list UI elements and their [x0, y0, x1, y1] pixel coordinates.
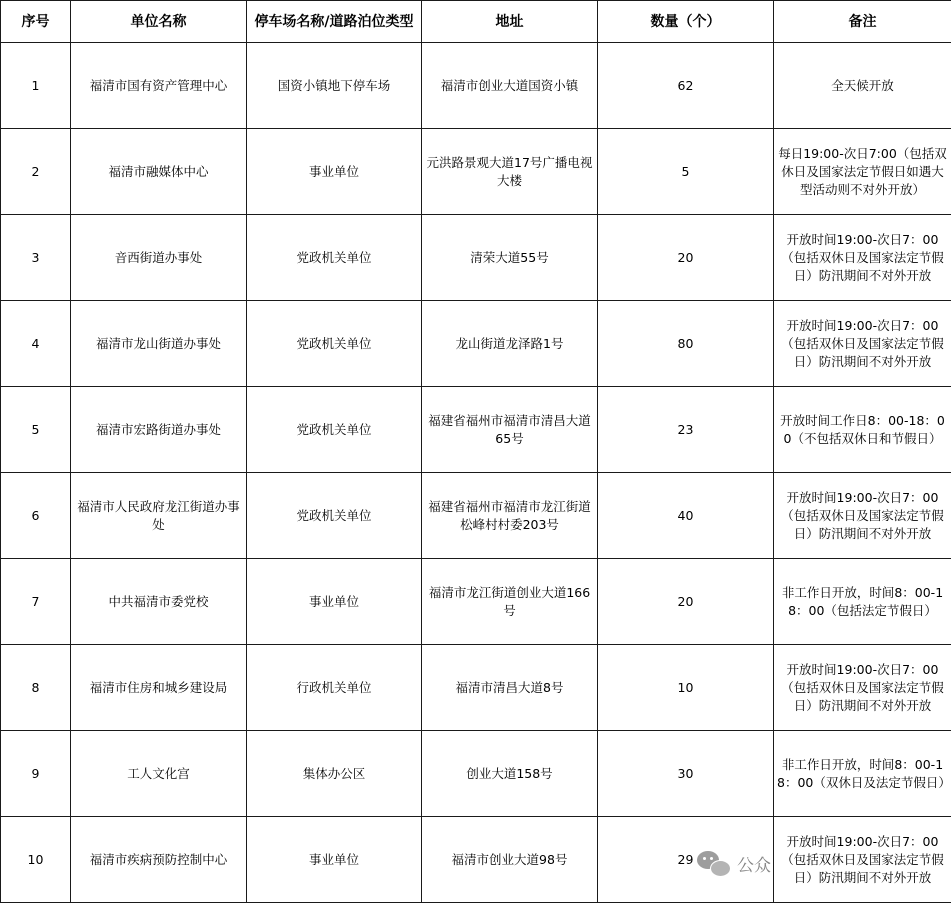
cell-remark: 开放时间19:00-次日7：00（包括双休日及国家法定节假日）防汛期间不对外开放: [774, 817, 951, 903]
cell-no: 2: [1, 129, 71, 215]
cell-remark: 开放时间19:00-次日7：00（包括双休日及国家法定节假日）防汛期间不对外开放: [774, 215, 951, 301]
cell-unit: 音西街道办事处: [71, 215, 247, 301]
table-row: [1, 559, 951, 645]
cell-no: 10: [1, 817, 71, 903]
cell-count: 23: [598, 387, 774, 473]
table-row: [1, 645, 951, 731]
table-row: [1, 301, 951, 387]
cell-count: 20: [598, 559, 774, 645]
cell-type: 集体办公区: [247, 731, 422, 817]
watermark-text: 公众: [737, 855, 771, 876]
cell-type: 事业单位: [247, 817, 422, 903]
cell-remark: 开放时间工作日8：00-18：00（不包括双休日和节假日）: [774, 387, 951, 473]
cell-remark: 开放时间19:00-次日7：00（包括双休日及国家法定节假日）防汛期间不对外开放: [774, 301, 951, 387]
table-row: [1, 473, 951, 559]
cell-count: 30: [598, 731, 774, 817]
cell-unit: 福清市国有资产管理中心: [71, 43, 247, 129]
cell-no: 6: [1, 473, 71, 559]
cell-address: 福清市龙江街道创业大道166号: [422, 559, 598, 645]
cell-address: 龙山街道龙泽路1号: [422, 301, 598, 387]
cell-unit: 福清市融媒体中心: [71, 129, 247, 215]
header-row: [1, 1, 951, 43]
header-no: 序号: [1, 1, 71, 43]
cell-address: 福清市创业大道98号: [422, 817, 598, 903]
table-row: [1, 43, 951, 129]
cell-count: 5: [598, 129, 774, 215]
cell-type: 国资小镇地下停车场: [247, 43, 422, 129]
table-row: [1, 817, 951, 903]
cell-remark: 开放时间19:00-次日7：00（包括双休日及国家法定节假日）防汛期间不对外开放: [774, 473, 951, 559]
cell-unit: 福清市住房和城乡建设局: [71, 645, 247, 731]
cell-unit: 中共福清市委党校: [71, 559, 247, 645]
cell-address: 福建省福州市福清市龙江街道松峰村村委203号: [422, 473, 598, 559]
cell-no: 9: [1, 731, 71, 817]
cell-count: 80: [598, 301, 774, 387]
cell-address: 福建省福州市福清市清昌大道65号: [422, 387, 598, 473]
cell-type: 党政机关单位: [247, 387, 422, 473]
cell-no: 7: [1, 559, 71, 645]
table-row: [1, 731, 951, 817]
table-row: [1, 387, 951, 473]
header-unit: 单位名称: [71, 1, 247, 43]
cell-remark: 非工作日开放，时间8：00-18：00（包括法定节假日）: [774, 559, 951, 645]
cell-remark: 非工作日开放，时间8：00-18：00（双休日及法定节假日）: [774, 731, 951, 817]
cell-count: 10: [598, 645, 774, 731]
cell-count: 40: [598, 473, 774, 559]
cell-no: 3: [1, 215, 71, 301]
cell-type: 事业单位: [247, 129, 422, 215]
cell-address: 元洪路景观大道17号广播电视大楼: [422, 129, 598, 215]
cell-address: 创业大道158号: [422, 731, 598, 817]
table-row: [1, 215, 951, 301]
cell-type: 事业单位: [247, 559, 422, 645]
cell-address: 清荣大道55号: [422, 215, 598, 301]
header-type: 停车场名称/道路泊位类型: [247, 1, 422, 43]
cell-type: 党政机关单位: [247, 473, 422, 559]
cell-no: 4: [1, 301, 71, 387]
cell-unit: 工人文化宫: [71, 731, 247, 817]
header-remark: 备注: [774, 1, 951, 43]
cell-no: 5: [1, 387, 71, 473]
cell-count: 20: [598, 215, 774, 301]
cell-address: 福清市清昌大道8号: [422, 645, 598, 731]
cell-no: 1: [1, 43, 71, 129]
cell-type: 党政机关单位: [247, 301, 422, 387]
cell-no: 8: [1, 645, 71, 731]
cell-unit: 福清市宏路街道办事处: [71, 387, 247, 473]
cell-unit: 福清市疾病预防控制中心: [71, 817, 247, 903]
cell-unit: 福清市龙山街道办事处: [71, 301, 247, 387]
cell-type: 行政机关单位: [247, 645, 422, 731]
cell-unit: 福清市人民政府龙江街道办事处: [71, 473, 247, 559]
table-row: [1, 129, 951, 215]
cell-remark: 全天候开放: [774, 43, 951, 129]
cell-count: 29: [598, 817, 774, 903]
cell-type: 党政机关单位: [247, 215, 422, 301]
cell-remark: 开放时间19:00-次日7：00（包括双休日及国家法定节假日）防汛期间不对外开放: [774, 645, 951, 731]
header-count: 数量（个）: [598, 1, 774, 43]
cell-remark: 每日19:00-次日7:00（包括双休日及国家法定节假日如遇大型活动则不对外开放）: [774, 129, 951, 215]
cell-count: 62: [598, 43, 774, 129]
header-address: 地址: [422, 1, 598, 43]
cell-address: 福清市创业大道国资小镇: [422, 43, 598, 129]
